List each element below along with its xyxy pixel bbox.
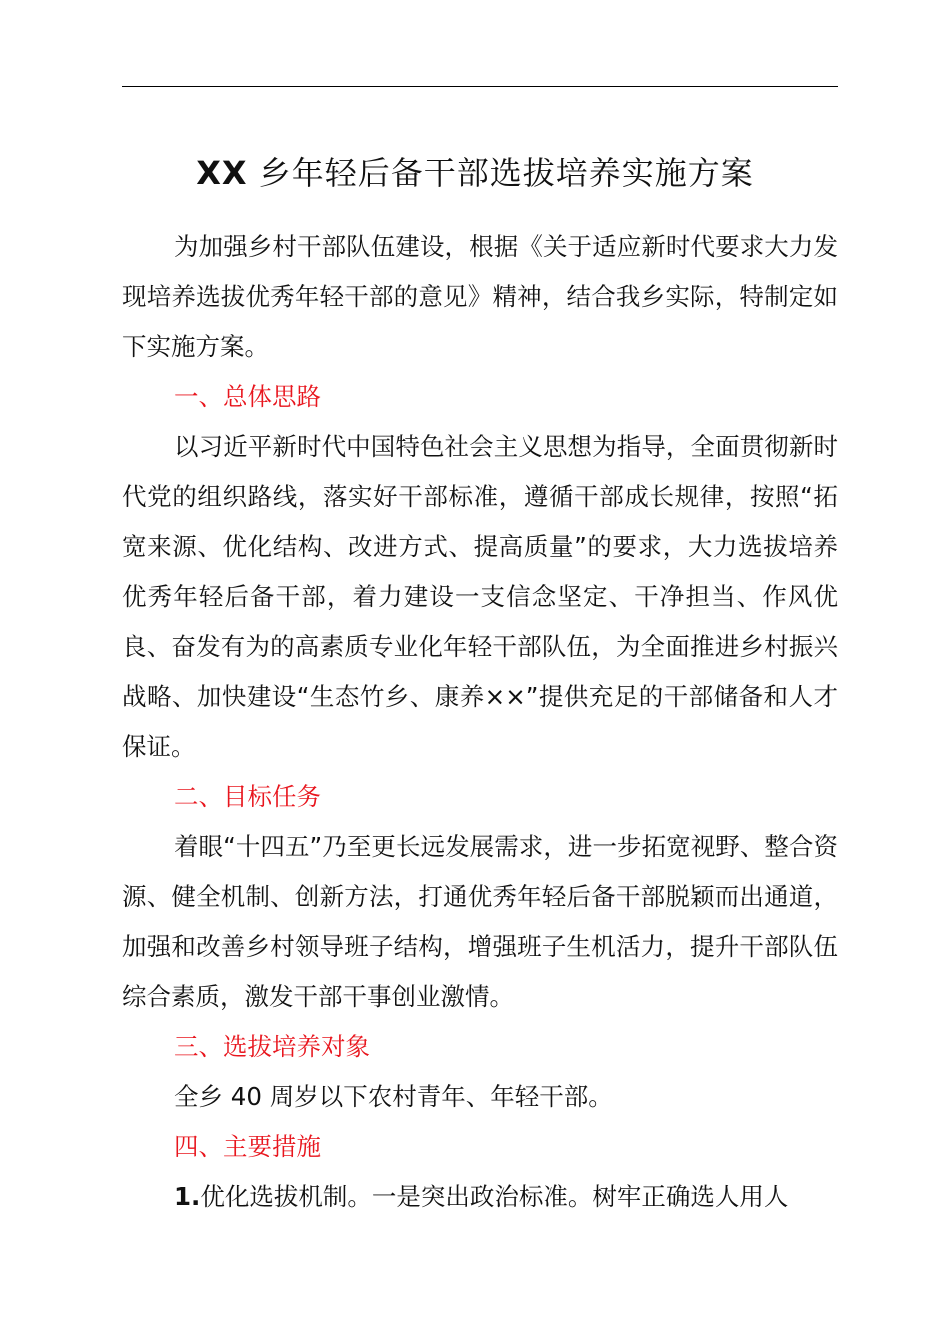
intro-paragraph: 为加强乡村干部队伍建设，根据《关于适应新时代要求大力发现培养选拔优秀年轻干部的意见》精神，结合我乡实际，特制定如下实施方案。 [122, 232, 838, 361]
header-rule [122, 86, 838, 87]
section-heading-2: 二、目标任务 [174, 782, 321, 811]
title-text: 乡年轻后备干部选拔培养实施方案 [258, 154, 754, 192]
section-heading-1: 一、总体思路 [174, 382, 321, 411]
section-paragraph-2: 着眼“十四五”乃至更长远发展需求，进一步拓宽视野、整合资源、健全机制、创新方法，打通优秀年轻后备干部脱颖而出通道，加强和改善乡村领导班子结构，增强班子生机活力，提升干部队伍综合素质，激发干部干事创业激情。 [122, 832, 838, 1011]
section-heading-4: 四、主要措施 [174, 1132, 321, 1161]
document-body [122, 222, 838, 1222]
document-title [0, 148, 950, 198]
section-heading-3: 三、选拔培养对象 [174, 1032, 370, 1061]
section-paragraph-1: 以习近平新时代中国特色社会主义思想为指导，全面贯彻新时代党的组织路线，落实好干部标准，遵循干部成长规律，按照“拓宽来源、优化结构、改进方式、提高质量”的要求，大力选拔培养优秀年轻后备干部，着力建设一支信念坚定、干净担当、作风优良、奋发有为的高素质专业化年轻干部队伍，为全面推进乡村振兴战略、加快建设“生态竹乡、康养××”提供充足的干部储备和人才保证。 [122, 432, 838, 761]
section-paragraph-4 [122, 1172, 838, 1222]
section-paragraph-3: 全乡 40 周岁以下农村青年、年轻干部。 [174, 1082, 613, 1111]
title-prefix: XX [196, 154, 248, 192]
item-text: 优化选拔机制。一是突出政治标准。树牢正确选人用人 [200, 1182, 789, 1211]
item-number: 1. [174, 1182, 201, 1211]
